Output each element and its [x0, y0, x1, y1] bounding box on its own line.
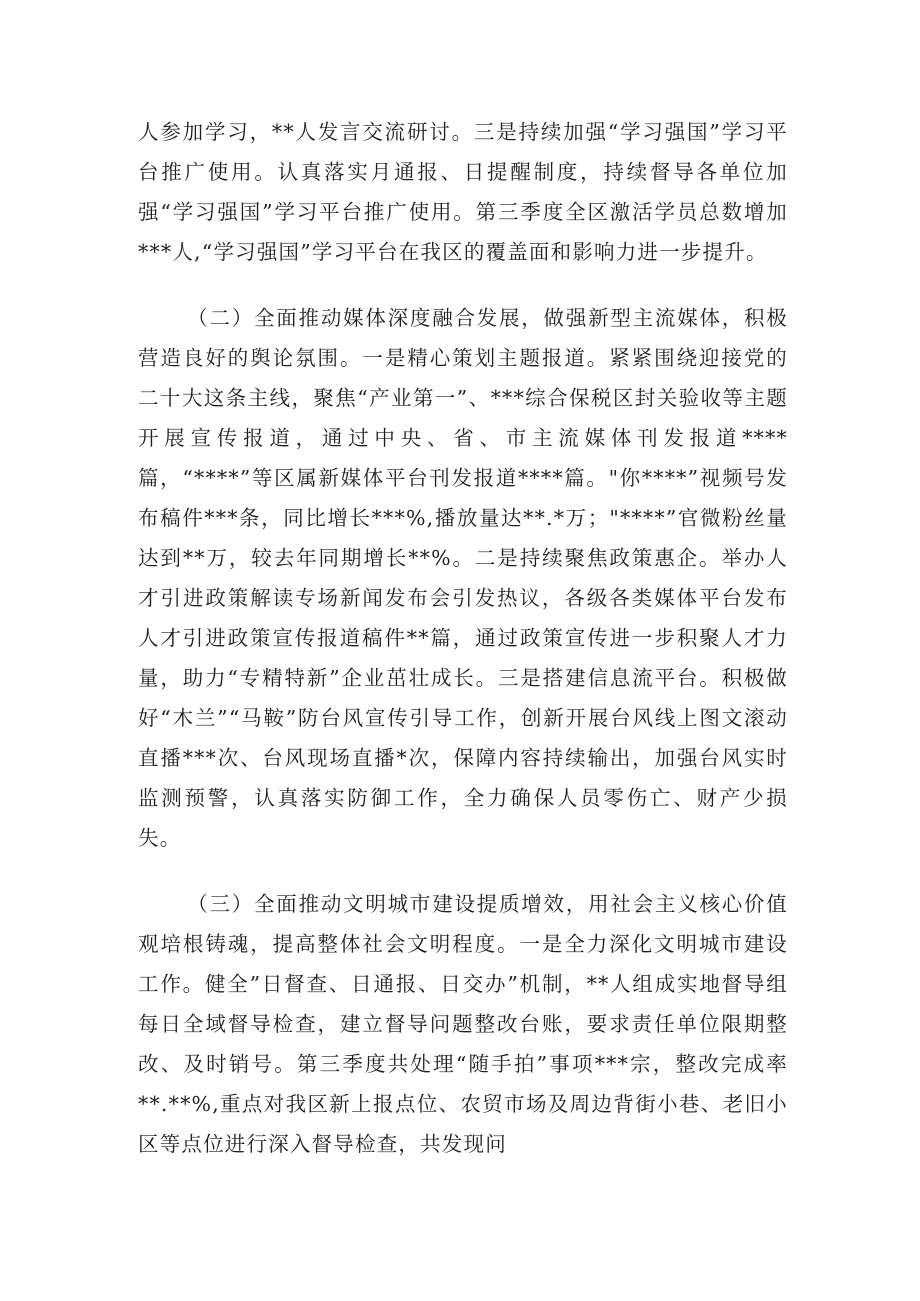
document-body: [138, 112, 788, 1190]
paragraph-continuation: 人参加学习，**人发言交流研讨。三是持续加强“学习强国”学习平台推广使用。认真落实月通报、日提醒制度，持续督导各单位加强“学习强国”学习平台推广使用。第三季度全区激活学员总数增加***人,“学习强国”学习平台在我区的覆盖面和影响力进一步提升。: [138, 120, 788, 264]
paragraph-civilized-city: （三）全面推动文明城市建设提质增效，用社会主义核心价值观培根铸魂，提高整体社会文明程度。一是全力深化文明城市建设工作。健全”日督查、日通报、日交办”机制，**人组成实地督导组每日全域督导检查，建立督导问题整改台账，要求责任单位限期整改、及时销号。第三季度共处理“随手拍”事项***宗，整改完成率**.**%,重点对我区新上报点位、农贸市场及周边背街小巷、老旧小区等点位进行深入督导检查，共发现问: [138, 892, 788, 1156]
paragraph-media-integration: （二）全面推动媒体深度融合发展，做强新型主流媒体，积极营造良好的舆论氛围。一是精心策划主题报道。紧紧围绕迎接党的二十大这条主线，聚焦“产业第一”、***综合保税区封关验收等主题开展宣传报道，通过中央、省、市主流媒体刊发报道****篇，“****”等区属新媒体平台刊发报道****篇。"你****”视频号发布稿件***条，同比增长***%,播放量达**.*万；"****”官微粉丝量达到**万，较去年同期增长**%。二是持续聚焦政策惠企。举办人才引进政策解读专场新闻发布会引发热议，各级各类媒体平台发布人才引进政策宣传报道稿件**篇，通过政策宣传进一步积聚人才力量，助力“专精特新”企业茁壮成长。三是搭建信息流平台。积极做好“木兰”“马鞍”防台风宣传引导工作，创新开展台风线上图文滚动直播***次、台风现场直播*次，保障内容持续输出，加强台风实时监测预警，认真落实防御工作，全力确保人员零伤亡、财产少损失。: [138, 306, 788, 850]
